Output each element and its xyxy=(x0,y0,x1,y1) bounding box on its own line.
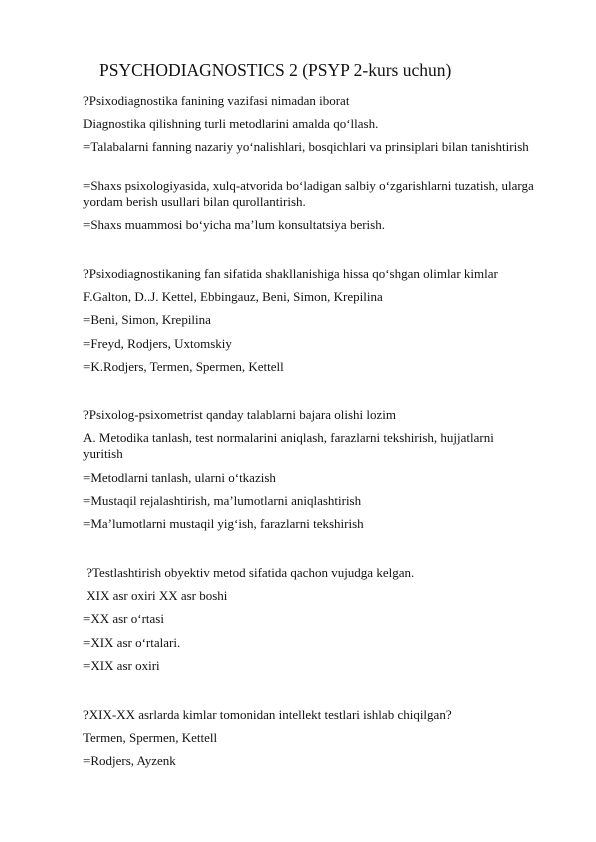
q2-answer-2: =Beni, Simon, Krepilina xyxy=(83,312,211,327)
q3-answer-3: =Mustaqil rejalashtirish, ma’lumotlarni aniqlashtirish xyxy=(83,493,362,508)
question-1: ?Psixodiagnostika fanining vazifasi nimadan iborat xyxy=(83,93,350,108)
q3-answer-2: =Metodlarni tanlash, ularni o‘tkazish xyxy=(83,470,276,485)
document-title: PSYCHODIAGNOSTICS 2 (PSYP 2-kurs uchun) xyxy=(99,60,452,80)
question-5: ?XIX-XX asrlarda kimlar tomonidan intellekt testlari ishlab chiqilgan? xyxy=(83,707,452,722)
q2-answer-4: =K.Rodjers, Termen, Spermen, Kettell xyxy=(83,359,284,374)
q1-answer-3: =Shaxs psixologiyasida, xulq-atvorida bo‘ladigan salbiy o‘zgarishlarni tuzatish, ularga yordam berish usullari bilan qurollantirish. xyxy=(83,178,534,209)
q1-answer-1: Diagnostika qilishning turli metodlarini amalda qo‘llash. xyxy=(83,116,379,131)
question-3: ?Psixolog-psixometrist qanday talablarni bajara olishi lozim xyxy=(83,407,397,422)
q3-answer-4: =Ma’lumotlarni mustaqil yig‘ish, farazlarni tekshirish xyxy=(83,516,364,531)
question-4: ?Testlashtirish obyektiv metod sifatida qachon vujudga kelgan. xyxy=(83,565,415,580)
q1-answer-4: =Shaxs muammosi bo‘yicha ma’lum konsultatsiya berish. xyxy=(83,217,385,232)
q1-answer-2: =Talabalarni fanning nazariy yo‘nalishlari, bosqichlari va prinsiplari bilan tanishtirish xyxy=(83,139,529,154)
q4-answer-3: =XIX asr o‘rtalari. xyxy=(83,635,181,650)
q5-answer-1: Termen, Spermen, Kettell xyxy=(83,730,218,745)
q5-answer-2: =Rodjers, Ayzenk xyxy=(83,753,176,768)
question-2: ?Psixodiagnostikaning fan sifatida shakllanishiga hissa qo‘shgan olimlar kimlar xyxy=(83,266,498,281)
q2-answer-3: =Freyd, Rodjers, Uxtomskiy xyxy=(83,336,232,351)
q3-answer-1: A. Metodika tanlash, test normalarini aniqlash, farazlarni tekshirish, hujjatlarni yuritish xyxy=(83,430,494,461)
q4-answer-1: XIX asr oxiri XX asr boshi xyxy=(83,588,228,603)
q4-answer-4: =XIX asr oxiri xyxy=(83,658,160,673)
q2-answer-1: F.Galton, D..J. Kettel, Ebbingauz, Beni, Simon, Krepilina xyxy=(83,289,383,304)
q4-answer-2: =XX asr o‘rtasi xyxy=(83,611,164,626)
